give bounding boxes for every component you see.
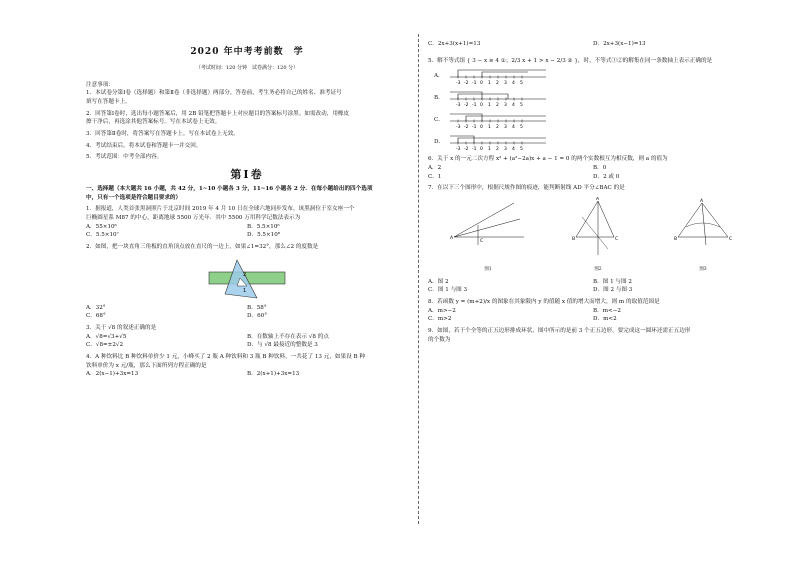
question-6-options	[428, 173, 758, 182]
tick-label: 0	[480, 125, 483, 130]
svg-text:A: A	[700, 198, 704, 204]
option-b: B．5.5×10⁶	[247, 223, 280, 230]
option-a: A．2	[428, 164, 442, 171]
number-line-d	[448, 133, 548, 151]
option-b: B．2(x+1)+3x=13	[247, 371, 300, 378]
tick-label: 5	[520, 125, 523, 130]
tick-label: 2	[496, 147, 499, 152]
figure-1	[448, 197, 528, 274]
number-line-b	[448, 89, 548, 107]
note-line: 5．考试范围：中考全部内容。	[86, 154, 163, 161]
question-2-text: 2．如图，把一块直角三角板的直角顶点放在直尺的一边上，如果∠1=32°，那么∠2 的度数是	[86, 243, 319, 250]
option-d: D．与 √8 最接近的整数是 3	[247, 342, 318, 349]
tick-label: -1	[472, 81, 477, 86]
question-2-options	[86, 312, 408, 321]
svg-text:1: 1	[243, 287, 247, 294]
tick-label: -2	[464, 147, 469, 152]
option-b: B．m<−2	[593, 307, 621, 314]
tick-label: 4	[512, 125, 515, 130]
tick-label: 1	[488, 103, 491, 108]
tick-label: -1	[472, 147, 477, 152]
svg-text:C: C	[615, 236, 619, 242]
tick-label: 5	[520, 81, 523, 86]
option-c: C．5.5×10⁷	[86, 232, 119, 239]
section-intro: 中，只有一个选项是符合题目要求的）	[86, 194, 182, 201]
tick-label: 5	[520, 147, 523, 152]
question-3-options	[86, 333, 408, 342]
option-c: C．1	[428, 173, 442, 180]
question-4-text: 饮料单价为 x 元/瓶，那么下面所列方程正确的是	[86, 362, 207, 369]
option-a: A．2(x−1)+3x=13	[86, 371, 139, 378]
tick-label: 3	[504, 147, 507, 152]
svg-text:C: C	[729, 236, 733, 242]
construction-figures	[428, 197, 758, 274]
option-b: B．58°	[247, 304, 267, 311]
section-intro: 一、选择题（本大题共 16 小题，共 42 分，1~10 小题各 3 分，11~16 小题各 2 分．在每小题给出的四个选项	[86, 185, 373, 192]
tick-label: 1	[488, 81, 491, 86]
figure-caption: 图1	[484, 266, 492, 272]
option-label: A．	[434, 72, 444, 79]
tick-label: -3	[456, 147, 461, 152]
figure-caption: 图3	[699, 266, 707, 272]
question-4-text: 4．A 种饮料比 B 种饮料单价少 1 元，小峰买了 2 瓶 A 种饮料和 3 瓶 B 种饮料，一共花了 13 元，如果设 B 种	[86, 353, 365, 360]
tick-label: -3	[456, 103, 461, 108]
tick-label: 3	[504, 81, 507, 86]
tick-label: 0	[480, 103, 483, 108]
notes-heading: 注意事项：	[86, 81, 114, 88]
tick-label: -2	[464, 81, 469, 86]
option-label: B．	[434, 94, 444, 101]
option-c: C．√8=±2√2	[86, 342, 124, 349]
tick-label: -3	[456, 81, 461, 86]
question-9-text: 9．如图，若干个全等的正五边形排成环状，图中所示的是前 3 个正五边形，要完成这一圆环还需正五边形	[428, 327, 691, 334]
note-line: 擦干净后，再选涂其他答案标号。写在本试卷上无效。	[86, 119, 221, 126]
tick-label: 0	[480, 147, 483, 152]
note-line: 填写在答题卡上。	[86, 99, 131, 105]
option-a: A．32°	[86, 304, 106, 311]
question-1-text: 1．据报道，人类首张黑洞照片于北京时间 2019 年 4 月 10 日在全球六地同步发布，该黑洞位于室女座一个	[86, 206, 355, 213]
svg-text:A: A	[450, 235, 454, 241]
exam-subtitle: （考试时间：120 分钟 试卷满分：120 分）	[195, 64, 299, 71]
question-9-text: 的个数为	[428, 336, 451, 343]
question-8-options	[428, 307, 758, 316]
tick-label: 1	[488, 147, 491, 152]
tick-label: -3	[456, 125, 461, 130]
number-line-a	[448, 67, 548, 85]
option-a: A．√8=√3+√5	[86, 333, 127, 340]
option-d: D．5.5×10⁸	[247, 232, 281, 239]
tick-label: 0	[480, 81, 483, 86]
exam-title: 2020 年中考考前数 学	[190, 47, 304, 57]
number-line-option-d	[434, 133, 758, 151]
svg-text:2: 2	[243, 271, 247, 278]
tick-label: 4	[512, 103, 515, 108]
option-a: A．55×10⁶	[86, 223, 117, 230]
option-c: C．68°	[86, 313, 106, 320]
question-3-text: 3．关于 √8 的叙述正确的是	[86, 324, 157, 331]
question-6-text: 6．关于 x 的一元二次方程 x² + (a²−2a)x + a − 1 = 0 的两个实数根互为相反数，则 a 的值为	[428, 156, 668, 163]
tick-label: 3	[504, 103, 507, 108]
question-4-options-cont	[428, 40, 758, 49]
section-title: 第Ⅰ卷	[230, 167, 264, 181]
question-2-options	[86, 304, 408, 313]
svg-text:B: B	[674, 236, 678, 242]
svg-text:B: B	[572, 236, 576, 242]
column-divider	[418, 34, 419, 524]
note-line: 4．考试结束后，将本试卷和答题卡一并交回。	[86, 142, 202, 149]
note-line: 1．本试卷分第Ⅰ卷（选择题）和第Ⅱ卷（非选择题）两部分。答卷前，考生务必将自己的姓名、准考证号	[86, 90, 342, 97]
question-5-text: 5．解不等式组 { 3 − x ≥ 4 ①；2/3 x + 1 > x − 2/3 ② }，时，不等式①②的解集在同一条数轴上表示正确的是	[428, 57, 713, 64]
option-b: B．图 1 与图 2	[593, 278, 632, 285]
option-d: D．m<2	[593, 316, 617, 323]
option-label: D．	[434, 138, 445, 145]
option-d: D．60°	[247, 313, 267, 320]
left-column	[86, 40, 408, 379]
question-7-options	[428, 286, 758, 295]
option-b: B．0	[593, 164, 607, 171]
tick-label: 3	[504, 125, 507, 130]
option-d: D．2x+3(x−1)=13	[593, 41, 646, 47]
number-line-option-a	[434, 67, 758, 85]
figure-3	[668, 197, 738, 274]
tick-label: -1	[472, 103, 477, 108]
svg-text:A: A	[596, 196, 600, 202]
number-line-option-c	[434, 111, 758, 129]
question-3-options	[86, 341, 408, 350]
note-line: 2．回答第Ⅰ卷时，选出每小题答案后，用 2B 铅笔把答题卡上对应题目的答案标号涂黑。如需改动，用橡皮	[86, 110, 350, 117]
option-d: D．图 2 与图 3	[593, 287, 633, 294]
question-7-options	[428, 278, 758, 287]
question-4-options	[86, 370, 408, 379]
option-d: D．2 或 0	[593, 173, 620, 180]
tick-label: -2	[464, 125, 469, 130]
option-c: C．2x+3(x+1)=13	[428, 41, 481, 47]
option-c: C．m>2	[428, 316, 452, 323]
tick-label: -2	[464, 103, 469, 108]
option-a: A．m>−2	[428, 307, 456, 314]
tick-label: 2	[496, 81, 499, 86]
option-b: B．在数轴上不存在表示 √8 的点	[247, 333, 329, 340]
number-line-option-b	[434, 89, 758, 107]
question-1-text: 巨椭圆星系 M87 的中心，距离地球 5500 万光年．其中 5500 万用科学记数法表示为	[86, 214, 301, 221]
figure-2	[568, 197, 628, 274]
question-7-text: 7．在以下三个图形中，根据尺规作图的痕迹，能判断射线 AD 平分∠BAC 的是	[428, 185, 625, 192]
question-8-text: 8．若函数 y = (m+2)/x 的图象在其象限内 y 的值随 x 值的增大而增大，则 m 的取值范围是	[428, 298, 660, 305]
question-1-options	[86, 223, 408, 232]
option-c: C．图 1 与图 3	[428, 287, 468, 294]
figure-caption: 图2	[594, 266, 602, 272]
question-6-options	[428, 164, 758, 173]
option-a: A．图 2	[428, 278, 449, 285]
question-1-options	[86, 231, 408, 240]
number-line-c	[448, 111, 548, 129]
right-column	[428, 40, 758, 344]
question-8-options	[428, 315, 758, 324]
tick-label: 2	[496, 125, 499, 130]
svg-text:C: C	[480, 238, 484, 244]
tick-label: -1	[472, 125, 477, 130]
tick-label: 2	[496, 103, 499, 108]
note-line: 3．回答第Ⅱ卷时，将答案写在答题卡上。写在本试卷上无效。	[86, 130, 239, 137]
tick-label: 1	[488, 125, 491, 130]
tick-label: 4	[512, 81, 515, 86]
ruler-triangle-figure	[207, 256, 287, 300]
tick-label: 4	[512, 147, 515, 152]
option-label: C．	[434, 116, 444, 123]
tick-label: 5	[520, 103, 523, 108]
